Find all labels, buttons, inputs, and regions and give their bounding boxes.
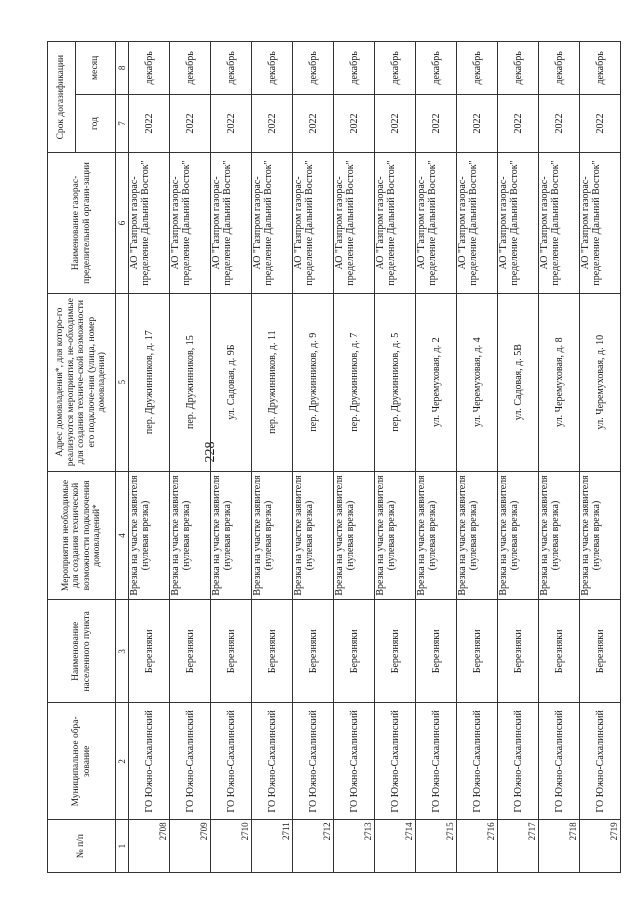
month-cell: декабрь xyxy=(580,42,621,95)
column-number: 5 xyxy=(116,293,129,471)
settlement-cell: Березняки xyxy=(375,600,416,703)
municipality-cell: ГО Южно-Сахалинский xyxy=(457,703,498,820)
table-row xyxy=(539,42,580,873)
settlement-cell: Березняки xyxy=(416,600,457,703)
row-number: 2718 xyxy=(539,820,580,873)
header-settlement: Наименование населенного пункта xyxy=(48,600,116,703)
settlement-cell: Березняки xyxy=(211,600,252,703)
settlement-cell: Березняки xyxy=(334,600,375,703)
year-cell: 2022 xyxy=(293,94,334,153)
month-cell: декабрь xyxy=(539,42,580,95)
measure-cell: Врезка на участке заявителя (нулевая врезка) xyxy=(211,471,252,600)
row-number: 2714 xyxy=(375,820,416,873)
year-cell: 2022 xyxy=(375,94,416,153)
settlement-cell: Березняки xyxy=(170,600,211,703)
month-cell: декабрь xyxy=(375,42,416,95)
rotated-table-container xyxy=(47,41,621,873)
year-cell: 2022 xyxy=(416,94,457,153)
address-cell: ул. Садовая, д. 9Б xyxy=(211,293,252,471)
column-number: 1 xyxy=(116,820,129,873)
table-row xyxy=(416,42,457,873)
measure-cell: Врезка на участке заявителя (нулевая врезка) xyxy=(293,471,334,600)
municipality-cell: ГО Южно-Сахалинский xyxy=(170,703,211,820)
table-row xyxy=(334,42,375,873)
settlement-cell: Березняки xyxy=(457,600,498,703)
row-number: 2716 xyxy=(457,820,498,873)
address-cell: ул. Черемуховая, д. 2 xyxy=(416,293,457,471)
measure-cell: Врезка на участке заявителя (нулевая врезка) xyxy=(539,471,580,600)
column-number: 7 xyxy=(116,94,129,153)
year-cell: 2022 xyxy=(252,94,293,153)
month-cell: декабрь xyxy=(457,42,498,95)
table-row xyxy=(457,42,498,873)
organization-cell: АО "Газпром газорас-пределение Дальний Восток" xyxy=(539,153,580,293)
column-number: 4 xyxy=(116,471,129,600)
column-number: 8 xyxy=(116,42,129,95)
organization-cell: АО "Газпром газорас-пределение Дальний Восток" xyxy=(334,153,375,293)
municipality-cell: ГО Южно-Сахалинский xyxy=(580,703,621,820)
month-cell: декабрь xyxy=(334,42,375,95)
address-cell: ул. Черемуховая, д. 10 xyxy=(580,293,621,471)
year-cell: 2022 xyxy=(334,94,375,153)
row-number: 2712 xyxy=(293,820,334,873)
year-cell: 2022 xyxy=(129,94,170,153)
organization-cell: АО "Газпром газорас-пределение Дальний Восток" xyxy=(170,153,211,293)
row-number: 2713 xyxy=(334,820,375,873)
address-cell: пер. Дружинников, 15 xyxy=(170,293,211,471)
settlement-cell: Березняки xyxy=(539,600,580,703)
measure-cell: Врезка на участке заявителя (нулевая врезка) xyxy=(457,471,498,600)
municipality-cell: ГО Южно-Сахалинский xyxy=(252,703,293,820)
month-cell: декабрь xyxy=(416,42,457,95)
header-address: Адрес домовладения*, для которо-го реализуются мероприятия, не-обходимые для создания техниче-ской возможности его подключе-ния (улица, номер домовладения) xyxy=(48,293,116,471)
settlement-cell: Березняки xyxy=(580,600,621,703)
settlement-cell: Березняки xyxy=(498,600,539,703)
header-deadline: Срок догазификации xyxy=(48,42,76,153)
measure-cell: Врезка на участке заявителя (нулевая врезка) xyxy=(416,471,457,600)
year-cell: 2022 xyxy=(170,94,211,153)
month-cell: декабрь xyxy=(211,42,252,95)
municipality-cell: ГО Южно-Сахалинский xyxy=(334,703,375,820)
column-number: 3 xyxy=(116,600,129,703)
address-cell: пер. Дружинников, д. 17 xyxy=(129,293,170,471)
measure-cell: Врезка на участке заявителя (нулевая врезка) xyxy=(170,471,211,600)
header-organization: Наименование газорас-пределительной органи-зации xyxy=(48,153,116,293)
row-number: 2715 xyxy=(416,820,457,873)
measure-cell: Врезка на участке заявителя (нулевая врезка) xyxy=(252,471,293,600)
municipality-cell: ГО Южно-Сахалинский xyxy=(539,703,580,820)
gasification-table xyxy=(47,41,621,873)
header-municipality: Муниципальное обра-зование xyxy=(48,703,116,820)
municipality-cell: ГО Южно-Сахалинский xyxy=(129,703,170,820)
header-month: месяц xyxy=(76,42,116,95)
address-cell: ул. Садовая, д. 5В xyxy=(498,293,539,471)
municipality-cell: ГО Южно-Сахалинский xyxy=(416,703,457,820)
table-row xyxy=(375,42,416,873)
year-cell: 2022 xyxy=(498,94,539,153)
month-cell: декабрь xyxy=(129,42,170,95)
organization-cell: АО "Газпром газорас-пределение Дальний Восток" xyxy=(580,153,621,293)
settlement-cell: Березняки xyxy=(293,600,334,703)
measure-cell: Врезка на участке заявителя (нулевая врезка) xyxy=(334,471,375,600)
row-number: 2717 xyxy=(498,820,539,873)
month-cell: декабрь xyxy=(498,42,539,95)
organization-cell: АО "Газпром газорас-пределение Дальний Восток" xyxy=(211,153,252,293)
municipality-cell: ГО Южно-Сахалинский xyxy=(211,703,252,820)
organization-cell: АО "Газпром газорас-пределение Дальний Восток" xyxy=(457,153,498,293)
row-number: 2711 xyxy=(252,820,293,873)
table-row xyxy=(211,42,252,873)
month-cell: декабрь xyxy=(170,42,211,95)
measure-cell: Врезка на участке заявителя (нулевая врезка) xyxy=(129,471,170,600)
column-number-row xyxy=(116,42,129,873)
address-cell: ул. Черемуховая, д. 4 xyxy=(457,293,498,471)
year-cell: 2022 xyxy=(457,94,498,153)
address-cell: пер. Дружинников, д. 11 xyxy=(252,293,293,471)
organization-cell: АО "Газпром газорас-пределение Дальний Восток" xyxy=(498,153,539,293)
row-number: 2719 xyxy=(580,820,621,873)
address-cell: пер. Дружинников, д. 5 xyxy=(375,293,416,471)
organization-cell: АО "Газпром газорас-пределение Дальний Восток" xyxy=(252,153,293,293)
row-number: 2708 xyxy=(129,820,170,873)
row-number: 2710 xyxy=(211,820,252,873)
row-number: 2709 xyxy=(170,820,211,873)
settlement-cell: Березняки xyxy=(252,600,293,703)
page-number: 228 xyxy=(203,441,218,463)
municipality-cell: ГО Южно-Сахалинский xyxy=(375,703,416,820)
municipality-cell: ГО Южно-Сахалинский xyxy=(293,703,334,820)
municipality-cell: ГО Южно-Сахалинский xyxy=(498,703,539,820)
measure-cell: Врезка на участке заявителя (нулевая врезка) xyxy=(580,471,621,600)
address-cell: пер. Дружинников, д. 7 xyxy=(334,293,375,471)
table-row xyxy=(293,42,334,873)
table-row xyxy=(498,42,539,873)
year-cell: 2022 xyxy=(539,94,580,153)
header-num: № п/п xyxy=(48,820,116,873)
column-number: 6 xyxy=(116,153,129,293)
address-cell: пер. Дружинников, д. 9 xyxy=(293,293,334,471)
table-row xyxy=(170,42,211,873)
table-row xyxy=(252,42,293,873)
address-cell: ул. Черемуховая, д. 8 xyxy=(539,293,580,471)
month-cell: декабрь xyxy=(252,42,293,95)
month-cell: декабрь xyxy=(293,42,334,95)
measure-cell: Врезка на участке заявителя (нулевая врезка) xyxy=(498,471,539,600)
organization-cell: АО "Газпром газорас-пределение Дальний Восток" xyxy=(375,153,416,293)
settlement-cell: Березняки xyxy=(129,600,170,703)
year-cell: 2022 xyxy=(211,94,252,153)
header-year: год xyxy=(76,94,116,153)
measure-cell: Врезка на участке заявителя (нулевая врезка) xyxy=(375,471,416,600)
table-row xyxy=(580,42,621,873)
table-row xyxy=(129,42,170,873)
column-number: 2 xyxy=(116,703,129,820)
header-measure: Мероприятия необходимые для создания технической возможности подключения домовладений* xyxy=(48,471,116,600)
organization-cell: АО "Газпром газорас-пределение Дальний Восток" xyxy=(293,153,334,293)
organization-cell: АО "Газпром газорас-пределение Дальний Восток" xyxy=(129,153,170,293)
year-cell: 2022 xyxy=(580,94,621,153)
organization-cell: АО "Газпром газорас-пределение Дальний Восток" xyxy=(416,153,457,293)
